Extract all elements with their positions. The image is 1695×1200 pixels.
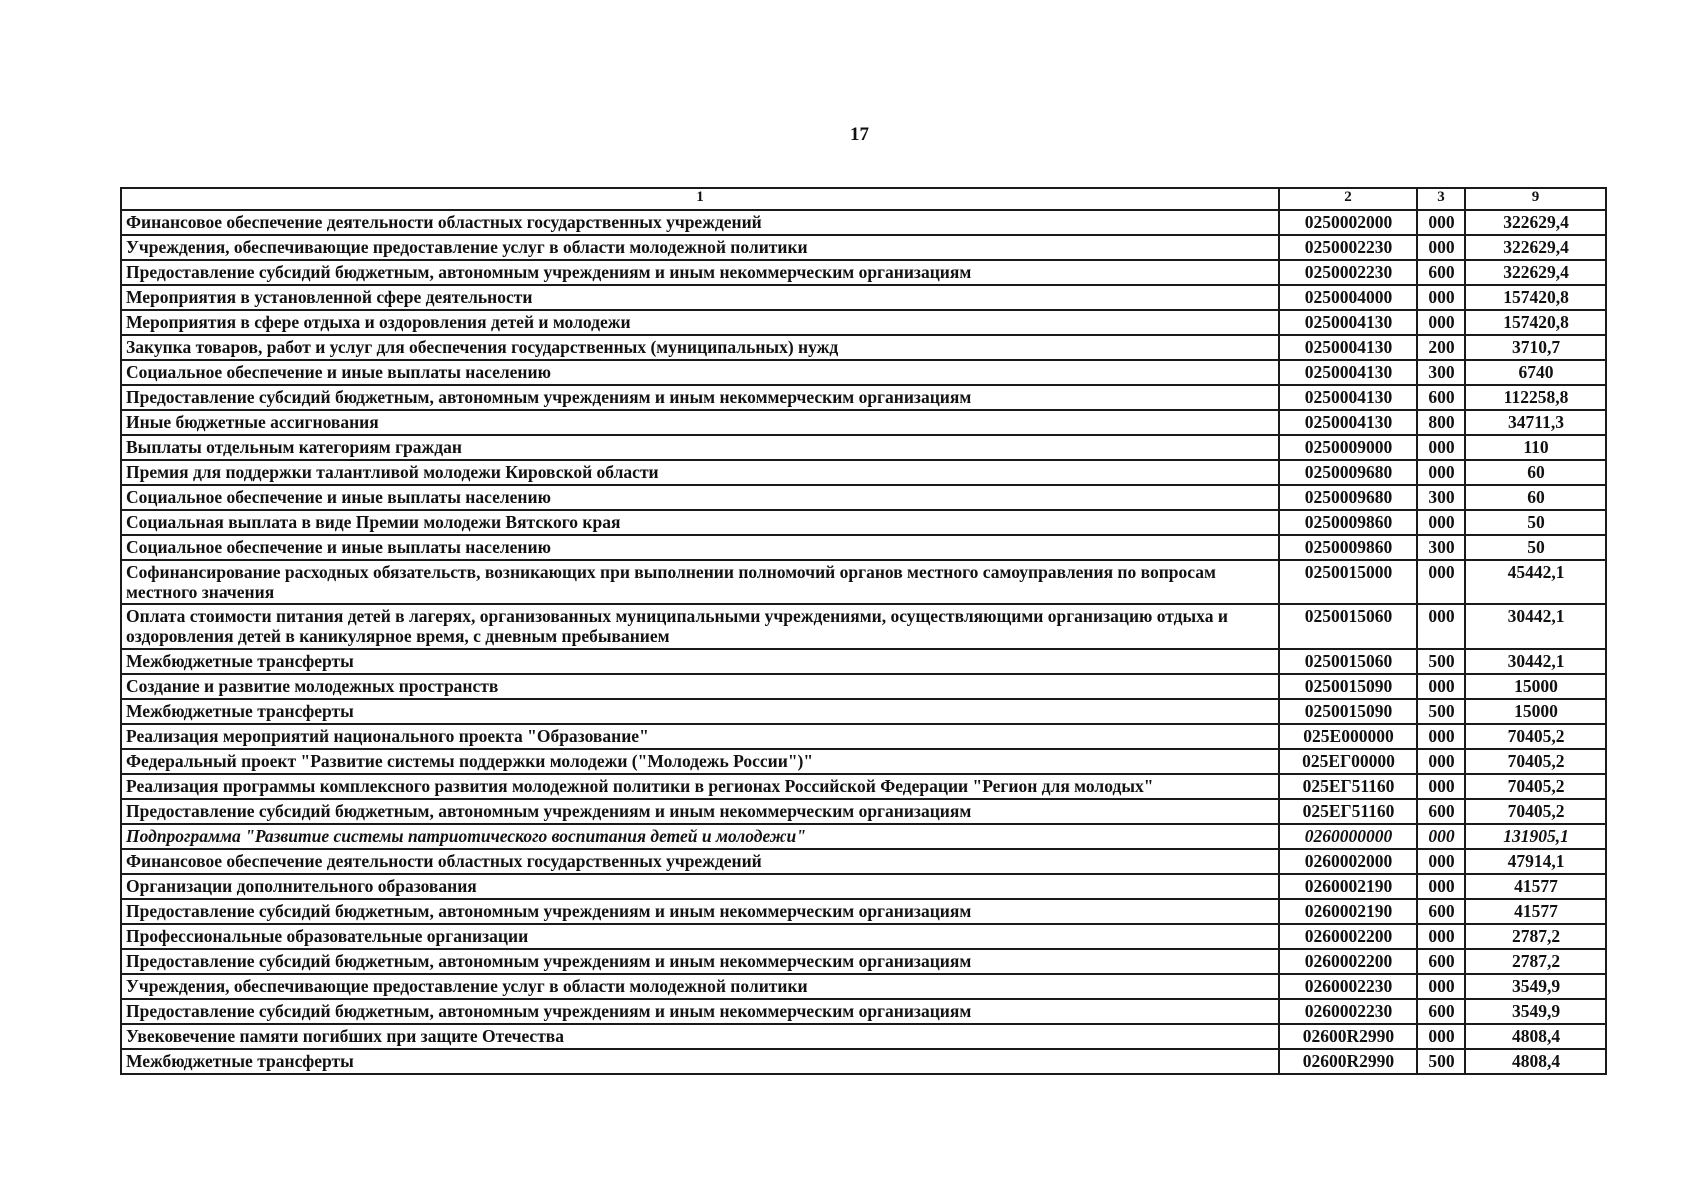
row-name: Учреждения, обеспечивающие предоставление услуг в области молодежной политики <box>121 235 1279 260</box>
table-body <box>121 210 1606 1074</box>
row-name: Софинансирование расходных обязательств, возникающих при выполнении полномочий органов местного самоуправления по вопросам местного значения <box>121 560 1279 604</box>
table-row <box>121 435 1606 460</box>
table-row <box>121 335 1606 360</box>
row-code: 0250004130 <box>1279 310 1417 335</box>
row-sum: 322629,4 <box>1465 260 1606 285</box>
row-name: Межбюджетные трансферты <box>121 699 1279 724</box>
row-kind: 300 <box>1417 485 1465 510</box>
table-row <box>121 510 1606 535</box>
row-name: Межбюджетные трансферты <box>121 649 1279 674</box>
row-kind: 000 <box>1417 849 1465 874</box>
row-name: Мероприятия в сфере отдыха и оздоровления детей и молодежи <box>121 310 1279 335</box>
row-sum: 157420,8 <box>1465 285 1606 310</box>
row-code: 025E000000 <box>1279 724 1417 749</box>
row-sum: 4808,4 <box>1465 1049 1606 1074</box>
row-name: Иные бюджетные ассигнования <box>121 410 1279 435</box>
row-kind: 000 <box>1417 235 1465 260</box>
row-kind: 600 <box>1417 999 1465 1024</box>
row-code: 0250002230 <box>1279 235 1417 260</box>
table-row <box>121 799 1606 824</box>
row-sum: 15000 <box>1465 699 1606 724</box>
row-name: Реализация мероприятий национального проекта "Образование" <box>121 724 1279 749</box>
row-kind: 000 <box>1417 604 1465 648</box>
row-kind: 000 <box>1417 210 1465 235</box>
row-sum: 45442,1 <box>1465 560 1606 604</box>
table-row <box>121 560 1606 604</box>
row-code: 0260002190 <box>1279 899 1417 924</box>
row-kind: 000 <box>1417 824 1465 849</box>
row-kind: 000 <box>1417 774 1465 799</box>
row-name: Финансовое обеспечение деятельности областных государственных учреждений <box>121 849 1279 874</box>
row-name: Создание и развитие молодежных пространств <box>121 674 1279 699</box>
row-sum: 47914,1 <box>1465 849 1606 874</box>
row-kind: 000 <box>1417 924 1465 949</box>
table-row <box>121 949 1606 974</box>
row-name: Премия для поддержки талантливой молодежи Кировской области <box>121 460 1279 485</box>
row-sum: 3549,9 <box>1465 999 1606 1024</box>
table-row <box>121 410 1606 435</box>
row-name: Оплата стоимости питания детей в лагерях, организованных муниципальными учреждениями, осуществляющими организацию отдыха и оздоровления детей в каникулярное время, с дневным пребыванием <box>121 604 1279 648</box>
row-code: 0260002230 <box>1279 974 1417 999</box>
row-code: 0250015060 <box>1279 604 1417 648</box>
table-row <box>121 485 1606 510</box>
row-name: Предоставление субсидий бюджетным, автономным учреждениям и иным некоммерческим организациям <box>121 899 1279 924</box>
table-row <box>121 899 1606 924</box>
row-sum: 70405,2 <box>1465 749 1606 774</box>
row-name: Социальное обеспечение и иные выплаты населению <box>121 535 1279 560</box>
row-kind: 600 <box>1417 899 1465 924</box>
row-code: 025ЕГ51160 <box>1279 774 1417 799</box>
row-name: Закупка товаров, работ и услуг для обеспечения государственных (муниципальных) нужд <box>121 335 1279 360</box>
row-sum: 110 <box>1465 435 1606 460</box>
table-row <box>121 699 1606 724</box>
row-name: Предоставление субсидий бюджетным, автономным учреждениям и иным некоммерческим организациям <box>121 949 1279 974</box>
row-name: Реализация программы комплексного развития молодежной политики в регионах Российской Федерации "Регион для молодых" <box>121 774 1279 799</box>
row-code: 025ЕГ51160 <box>1279 799 1417 824</box>
row-code: 0250004130 <box>1279 360 1417 385</box>
row-sum: 70405,2 <box>1465 724 1606 749</box>
row-name: Предоставление субсидий бюджетным, автономным учреждениям и иным некоммерческим организациям <box>121 799 1279 824</box>
row-code: 0250004130 <box>1279 410 1417 435</box>
row-code: 0260002230 <box>1279 999 1417 1024</box>
table-row <box>121 724 1606 749</box>
row-kind: 000 <box>1417 874 1465 899</box>
table-row <box>121 235 1606 260</box>
table-row <box>121 774 1606 799</box>
row-code: 0250009860 <box>1279 510 1417 535</box>
page-number: 17 <box>850 124 869 145</box>
row-kind: 000 <box>1417 435 1465 460</box>
table-row <box>121 649 1606 674</box>
table-row <box>121 674 1606 699</box>
row-name: Финансовое обеспечение деятельности областных государственных учреждений <box>121 210 1279 235</box>
row-name: Подпрограмма "Развитие системы патриотического воспитания детей и молодежи" <box>121 824 1279 849</box>
row-sum: 131905,1 <box>1465 824 1606 849</box>
row-sum: 34711,3 <box>1465 410 1606 435</box>
row-code: 0250002230 <box>1279 260 1417 285</box>
row-name: Предоставление субсидий бюджетным, автономным учреждениям и иным некоммерческим организациям <box>121 999 1279 1024</box>
row-kind: 600 <box>1417 260 1465 285</box>
row-kind: 200 <box>1417 335 1465 360</box>
table-row <box>121 849 1606 874</box>
row-sum: 4808,4 <box>1465 1024 1606 1049</box>
row-name: Социальное обеспечение и иные выплаты населению <box>121 360 1279 385</box>
row-kind: 000 <box>1417 674 1465 699</box>
table-row <box>121 460 1606 485</box>
row-sum: 6740 <box>1465 360 1606 385</box>
table-row <box>121 1024 1606 1049</box>
row-name: Мероприятия в установленной сфере деятельности <box>121 285 1279 310</box>
row-sum: 3710,7 <box>1465 335 1606 360</box>
row-kind: 500 <box>1417 1049 1465 1074</box>
row-name: Федеральный проект "Развитие системы поддержки молодежи ("Молодежь России")" <box>121 749 1279 774</box>
row-code: 0260002190 <box>1279 874 1417 899</box>
row-kind: 000 <box>1417 1024 1465 1049</box>
row-code: 0260002000 <box>1279 849 1417 874</box>
header-code: 2 <box>1279 188 1417 210</box>
row-sum: 50 <box>1465 510 1606 535</box>
table-row <box>121 210 1606 235</box>
header-sum: 9 <box>1465 188 1606 210</box>
table-header-row <box>121 188 1606 210</box>
table-row <box>121 874 1606 899</box>
row-kind: 500 <box>1417 649 1465 674</box>
header-kind: 3 <box>1417 188 1465 210</box>
row-sum: 2787,2 <box>1465 949 1606 974</box>
table-row <box>121 1049 1606 1074</box>
row-kind: 600 <box>1417 949 1465 974</box>
row-sum: 60 <box>1465 460 1606 485</box>
row-code: 0250004130 <box>1279 385 1417 410</box>
row-kind: 500 <box>1417 699 1465 724</box>
row-kind: 300 <box>1417 535 1465 560</box>
table-row <box>121 535 1606 560</box>
table-row <box>121 360 1606 385</box>
row-kind: 000 <box>1417 560 1465 604</box>
table-row <box>121 310 1606 335</box>
row-kind: 000 <box>1417 974 1465 999</box>
row-code: 0250009860 <box>1279 535 1417 560</box>
row-code: 0250015090 <box>1279 674 1417 699</box>
row-code: 0250015090 <box>1279 699 1417 724</box>
row-name: Предоставление субсидий бюджетным, автономным учреждениям и иным некоммерческим организациям <box>121 385 1279 410</box>
header-name: 1 <box>121 188 1279 210</box>
row-sum: 70405,2 <box>1465 799 1606 824</box>
row-code: 0250015060 <box>1279 649 1417 674</box>
row-kind: 000 <box>1417 724 1465 749</box>
row-sum: 70405,2 <box>1465 774 1606 799</box>
row-kind: 800 <box>1417 410 1465 435</box>
budget-table <box>120 187 1607 1075</box>
row-code: 0250002000 <box>1279 210 1417 235</box>
row-code: 0250015000 <box>1279 560 1417 604</box>
row-sum: 322629,4 <box>1465 210 1606 235</box>
row-code: 0250004130 <box>1279 335 1417 360</box>
table-row <box>121 749 1606 774</box>
row-kind: 000 <box>1417 310 1465 335</box>
row-sum: 41577 <box>1465 874 1606 899</box>
row-code: 0250009680 <box>1279 485 1417 510</box>
row-sum: 322629,4 <box>1465 235 1606 260</box>
row-sum: 30442,1 <box>1465 604 1606 648</box>
row-code: 0250004000 <box>1279 285 1417 310</box>
row-sum: 3549,9 <box>1465 974 1606 999</box>
row-kind: 000 <box>1417 460 1465 485</box>
row-code: 02600R2990 <box>1279 1024 1417 1049</box>
row-code: 0250009680 <box>1279 460 1417 485</box>
row-name: Социальная выплата в виде Премии молодежи Вятского края <box>121 510 1279 535</box>
row-name: Учреждения, обеспечивающие предоставление услуг в области молодежной политики <box>121 974 1279 999</box>
table-row <box>121 285 1606 310</box>
row-sum: 30442,1 <box>1465 649 1606 674</box>
table-row <box>121 999 1606 1024</box>
row-code: 0260002200 <box>1279 949 1417 974</box>
row-kind: 000 <box>1417 749 1465 774</box>
row-name: Социальное обеспечение и иные выплаты населению <box>121 485 1279 510</box>
table-row <box>121 924 1606 949</box>
row-code: 02600R2990 <box>1279 1049 1417 1074</box>
row-name: Межбюджетные трансферты <box>121 1049 1279 1074</box>
row-code: 025ЕГ00000 <box>1279 749 1417 774</box>
row-name: Предоставление субсидий бюджетным, автономным учреждениям и иным некоммерческим организациям <box>121 260 1279 285</box>
row-name: Выплаты отдельным категориям граждан <box>121 435 1279 460</box>
table-row <box>121 604 1606 648</box>
row-sum: 60 <box>1465 485 1606 510</box>
row-sum: 112258,8 <box>1465 385 1606 410</box>
row-kind: 600 <box>1417 799 1465 824</box>
row-kind: 000 <box>1417 510 1465 535</box>
row-name: Увековечение памяти погибших при защите Отечества <box>121 1024 1279 1049</box>
row-sum: 50 <box>1465 535 1606 560</box>
row-code: 0260002200 <box>1279 924 1417 949</box>
row-code: 0250009000 <box>1279 435 1417 460</box>
row-sum: 2787,2 <box>1465 924 1606 949</box>
row-name: Профессиональные образовательные организации <box>121 924 1279 949</box>
table-row <box>121 385 1606 410</box>
table-row <box>121 260 1606 285</box>
row-sum: 15000 <box>1465 674 1606 699</box>
table-row <box>121 824 1606 849</box>
table-row <box>121 974 1606 999</box>
row-code: 0260000000 <box>1279 824 1417 849</box>
row-kind: 300 <box>1417 360 1465 385</box>
row-sum: 41577 <box>1465 899 1606 924</box>
row-kind: 000 <box>1417 285 1465 310</box>
row-name: Организации дополнительного образования <box>121 874 1279 899</box>
row-sum: 157420,8 <box>1465 310 1606 335</box>
row-kind: 600 <box>1417 385 1465 410</box>
